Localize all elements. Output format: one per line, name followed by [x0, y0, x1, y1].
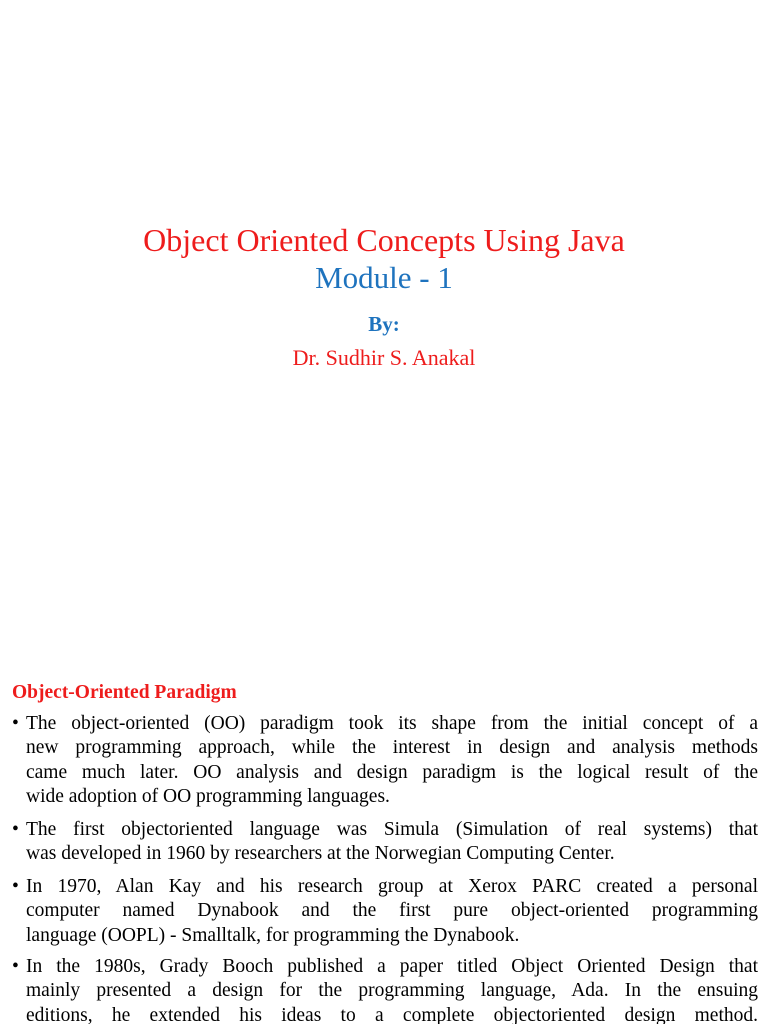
bullet-item	[12, 712, 758, 810]
module-title: Module - 1	[315, 260, 453, 295]
bullet-line: came much later. OO analysis and design paradigm is the logical result of the	[26, 761, 758, 783]
bullet-item	[12, 875, 758, 948]
bullet-dot: •	[12, 713, 19, 734]
section-heading: Object-Oriented Paradigm	[12, 682, 237, 703]
bullet-dot: •	[12, 876, 19, 897]
bullet-dot: •	[12, 956, 19, 977]
bullet-text	[26, 818, 758, 867]
bullet-line: The object-oriented (OO) paradigm took its shape from the initial concept of a	[26, 713, 758, 734]
bullet-text	[26, 712, 758, 810]
author-name: Dr. Sudhir S. Anakal	[292, 345, 476, 370]
bullet-line: The first objectoriented language was Simula (Simulation of real systems) that	[26, 819, 758, 840]
bullet-text	[26, 955, 758, 1024]
bullet-line: computer named Dynabook and the first pure object-oriented programming	[26, 900, 758, 922]
bullet-line: In 1970, Alan Kay and his research group at Xerox PARC created a personal	[26, 876, 758, 897]
bullet-line: editions, he extended his ideas to a complete objectoriented design method.	[26, 1004, 758, 1024]
bullet-text	[26, 875, 758, 948]
by-label: By:	[368, 312, 400, 336]
bullet-line: mainly presented a design for the programming language, Ada. In the ensuing	[26, 980, 758, 1002]
bullet-line: new programming approach, while the interest in design and analysis methods	[26, 737, 758, 759]
bullet-item	[12, 955, 758, 1024]
bullet-dot: •	[12, 819, 19, 840]
content-slide	[0, 648, 768, 1024]
course-title: Object Oriented Concepts Using Java	[143, 222, 625, 258]
bullet-line: In the 1980s, Grady Booch published a paper titled Object Oriented Design that	[26, 956, 758, 977]
bullet-item	[12, 818, 758, 867]
bullet-line: was developed in 1960 by researchers at the Norwegian Computing Center.	[26, 843, 615, 865]
bullet-line: wide adoption of OO programming languages.	[26, 786, 390, 808]
bullet-line: language (OOPL) - Smalltalk, for programming the Dynabook.	[26, 924, 520, 946]
